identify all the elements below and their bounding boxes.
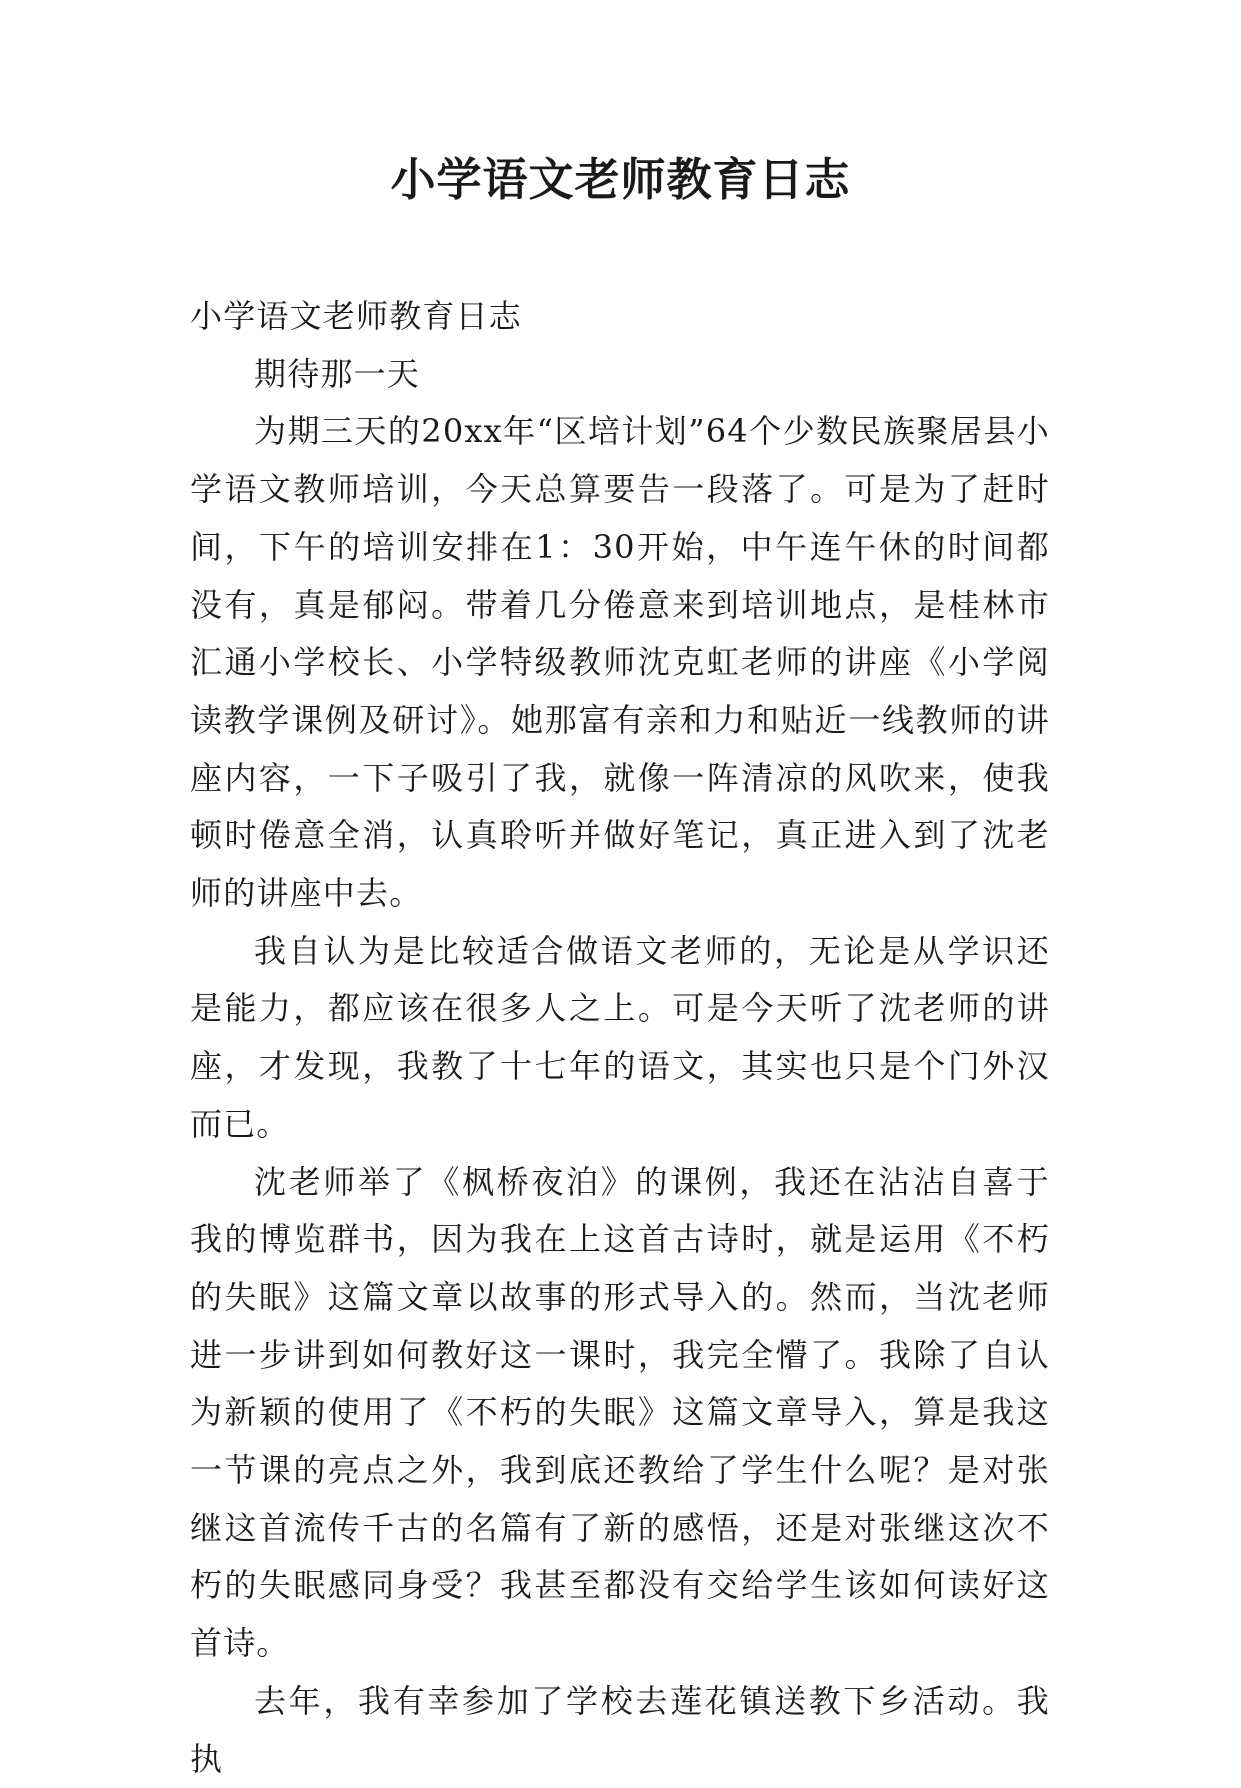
paragraph: 为期三天的20xx年“区培计划”64个少数民族聚居县小学语文教师培训，今天总算要告一段落了。可是为了赶时间，下午的培训安排在1：30开始，中午连午休的时间都没有，真是郁闷。带着几分倦意来到培训地点，是桂林市汇通小学校长、小学特级教师沈克虹老师的讲座《小学阅读教学课例及研讨》。她那富有亲和力和贴近一线教师的讲座内容，一下子吸引了我，就像一阵清凉的风吹来，使我顿时倦意全消，认真聆听并做好笔记，真正进入到了沈老师的讲座中去。 (190, 412, 1050, 913)
document-title: 小学语文老师教育日志 (390, 153, 851, 206)
document-body (190, 288, 1050, 1788)
paragraph: 我自认为是比较适合做语文老师的，无论是从学识还是能力，都应该在很多人之上。可是今天听了沈老师的讲座，才发现，我教了十七年的语文，其实也只是个门外汉而已。 (190, 931, 1050, 1143)
paragraph: 沈老师举了《枫桥夜泊》的课例，我还在沾沾自喜于我的博览群书，因为我在上这首古诗时，就是运用《不朽的失眠》这篇文章以故事的形式导入的。然而，当沈老师进一步讲到如何教好这一课时，我完全懵了。我除了自认为新颖的使用了《不朽的失眠》这篇文章导入，算是我这一节课的亮点之外，我到底还教给了学生什么呢？是对张继这首流传千古的名篇有了新的感悟，还是对张继这次不朽的失眠感同身受？我甚至都没有交给学生该如何读好这首诗。 (190, 1162, 1050, 1663)
paragraph: 去年，我有幸参加了学校去莲花镇送教下乡活动。我执 (190, 1681, 1050, 1778)
document-subtitle: 小学语文老师教育日志 (190, 297, 523, 335)
section-heading: 期待那一天 (254, 354, 421, 393)
